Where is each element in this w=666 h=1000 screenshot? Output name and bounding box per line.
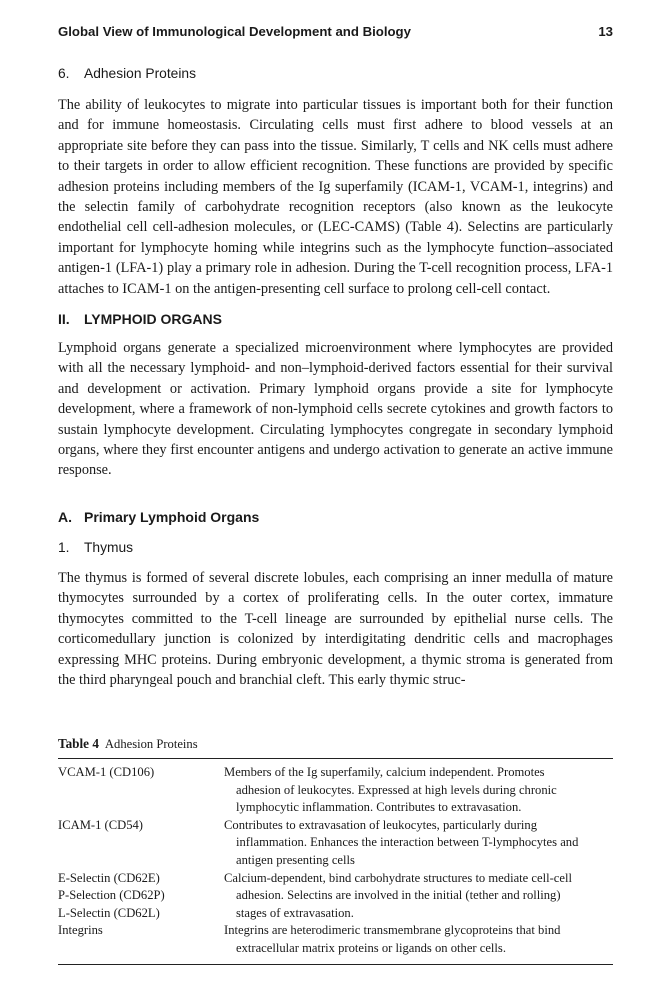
description-cell bbox=[224, 817, 613, 870]
protein-name: L-Selectin (CD62L) bbox=[58, 905, 160, 920]
table-row bbox=[58, 870, 613, 923]
description-line: Members of the Ig superfamily, calcium independent. Promotes bbox=[224, 765, 545, 779]
table-row bbox=[58, 759, 613, 817]
table-caption bbox=[58, 736, 613, 752]
lymphoid-paragraph: Lymphoid organs generate a specialized microenvironment where lymphocytes are provided with all the necessary lymphoid- and non–lymphoid-derived factors essential for their survival and development or activation. Primary lymphoid organs provide a site for lymphocyte development, where a framework of non-lymphoid cells secrete cytokines and growth factors to sustain lymphocyte development. Circulating lymphocytes congregate in secondary lymphoid organs, where they first encounter antigens and undergo activation to generate an active immune response. bbox=[58, 340, 613, 479]
page-number: 13 bbox=[598, 24, 613, 39]
table-title: Adhesion Proteins bbox=[104, 737, 198, 751]
description-line: adhesion of leukocytes. Expressed at high levels during chronic bbox=[236, 782, 557, 797]
heading-primary-lymphoid-organs bbox=[58, 509, 613, 525]
protein-name-cell bbox=[58, 759, 224, 817]
heading-lymphoid-organs bbox=[58, 311, 613, 327]
description-line: inflammation. Enhances the interaction between T-lymphocytes and bbox=[236, 835, 579, 850]
heading-adhesion-proteins bbox=[58, 66, 613, 81]
protein-name: E-Selectin (CD62E) bbox=[58, 870, 160, 885]
protein-name: P-Selection (CD62P) bbox=[58, 888, 165, 903]
adhesion-paragraph: The ability of leukocytes to migrate into particular tissues is important both for their function and for immune homeostasis. Circulating cells must first adhere to blood vessels at an appropriate site before they can pass into the tissue. Similarly, T cells and NK cells must adhere to their targets in order to allow efficient recognition. These functions are provided by specific adhesion proteins including members of the Ig superfamily (ICAM-1, VCAM-1, integrins) and the selectin family of carbohydrate recognition receptors (also known as the leukocyte endothelial cell cell-adhesion molecules, or (LEC-CAMS) (Table 4). Selectins are particularly important for lymphocyte homing while integrins such as the lymphocyte function–associated antigen-1 (LFA-1) play a primary role in adhesion. During the T-cell recognition process, LFA-1 attaches to ICAM-1 on the antigen-presenting cell surface to prolong cell-cell contact. bbox=[58, 97, 613, 297]
description-line: antigen presenting cells bbox=[236, 852, 355, 867]
description-line: Calcium-dependent, bind carbohydrate structures to mediate cell-cell bbox=[224, 870, 572, 885]
heading-text: Thymus bbox=[84, 540, 134, 555]
heading-number: A. bbox=[58, 509, 72, 525]
protein-name-cell bbox=[58, 870, 224, 923]
protein-name-cell bbox=[58, 922, 224, 963]
running-title: Global View of Immunological Development and Biology bbox=[58, 24, 411, 39]
description-line: lymphocytic inflammation. Contributes to extravasation. bbox=[236, 800, 522, 815]
running-head bbox=[58, 24, 613, 39]
protein-name-cell bbox=[58, 817, 224, 870]
protein-name: Integrins bbox=[58, 923, 103, 938]
heading-number: 1. bbox=[58, 540, 70, 555]
heading-number: II. bbox=[58, 311, 70, 327]
protein-name: ICAM-1 (CD54) bbox=[58, 817, 144, 832]
heading-text: Adhesion Proteins bbox=[84, 66, 196, 81]
heading-thymus bbox=[58, 540, 613, 555]
table-bottom-rule bbox=[58, 964, 613, 965]
description-line: Contributes to extravasation of leukocytes, particularly during bbox=[224, 817, 538, 832]
description-line: stages of extravasation. bbox=[236, 905, 354, 920]
description-line: Integrins are heterodimeric transmembrane glycoproteins that bind bbox=[224, 923, 561, 938]
thymus-paragraph: The thymus is formed of several discrete lobules, each comprising an inner medulla of mature thymocytes surrounded by a cortex of proliferating cells. In the outer cortex, immature thymocytes committed to the T-cell lineage are surrounded by epithelial nurse cells. The corticomedullary junction is colonized by interdigitating dendritic cells and macrophages expressing MHC proteins. During embryonic development, a thymic stroma is generated from the third pharyngeal pouch and branchial cleft. This early thymic struc- bbox=[58, 570, 613, 689]
description-cell bbox=[224, 922, 613, 963]
description-cell bbox=[224, 870, 613, 923]
description-line: extracellular matrix proteins or ligands on other cells. bbox=[236, 940, 506, 955]
table-4 bbox=[58, 736, 613, 965]
heading-number: 6. bbox=[58, 66, 70, 81]
heading-text: Primary Lymphoid Organs bbox=[84, 509, 260, 525]
protein-name: VCAM-1 (CD106) bbox=[58, 765, 155, 779]
table-row bbox=[58, 817, 613, 870]
heading-text: LYMPHOID ORGANS bbox=[84, 311, 222, 327]
table-row bbox=[58, 922, 613, 963]
description-line: adhesion. Selectins are involved in the initial (tether and rolling) bbox=[236, 888, 561, 903]
table-label: Table 4 bbox=[58, 736, 99, 751]
description-cell bbox=[224, 759, 613, 817]
adhesion-proteins-table bbox=[58, 759, 613, 964]
